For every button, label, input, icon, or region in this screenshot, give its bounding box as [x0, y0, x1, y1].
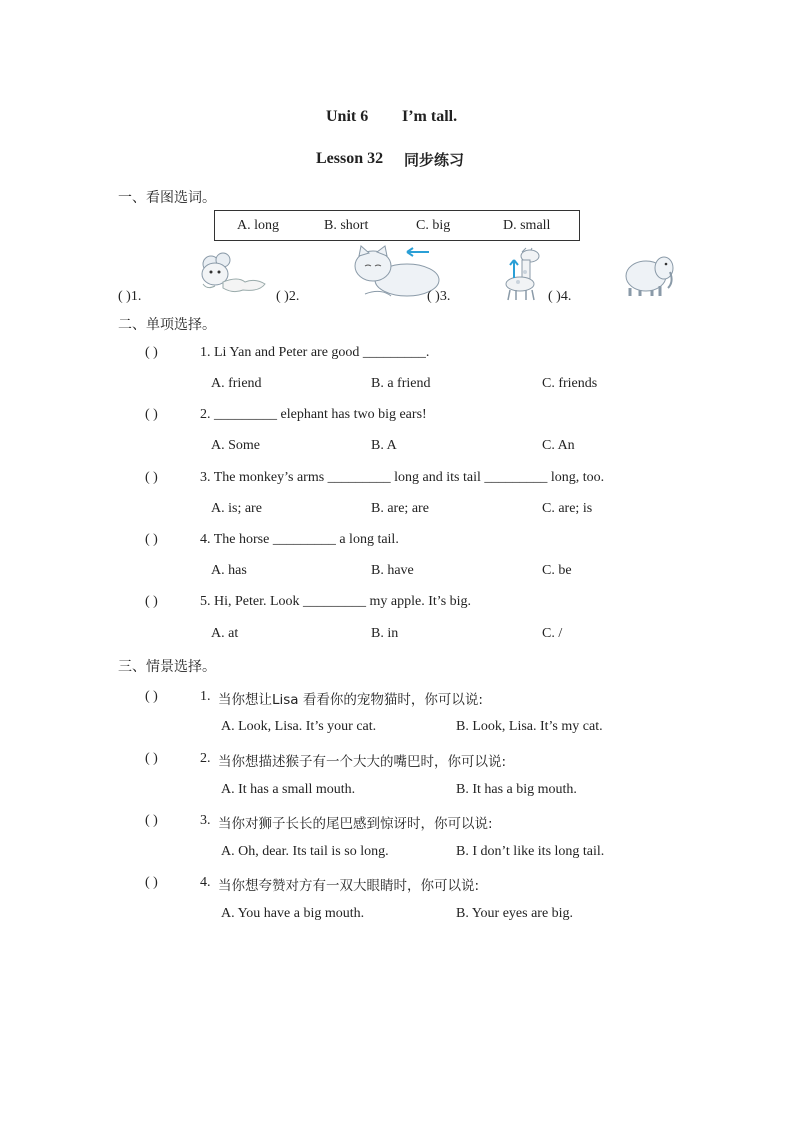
option-a: A. at [211, 626, 239, 641]
question-text: 当你想描述猴子有一个大大的嘴巴时，你可以说: [218, 754, 507, 770]
option-a: A. Oh, dear. Its tail is so long. [221, 844, 389, 859]
option-b: B. Look, Lisa. It’s my cat. [456, 719, 603, 734]
giraffe-icon [498, 246, 546, 302]
question-text: 当你对狮子长长的尾巴感到惊讶时，你可以说: [218, 816, 493, 832]
question-number: 1. [200, 689, 211, 704]
mouse-icon [193, 250, 269, 296]
option-c: C. An [542, 438, 575, 453]
option-c: C. be [542, 563, 572, 578]
answer-blank: ( ) [145, 813, 158, 828]
picture-question-1: ( )1. [118, 289, 142, 304]
question-text: 3. The monkey’s arms _________ long and its tail _________ long, too. [200, 470, 605, 485]
question-text: 当你想夸赞对方有一双大眼睛时，你可以说: [218, 878, 480, 894]
answer-blank: ( ) [145, 407, 158, 422]
answer-blank: ( ) [145, 875, 158, 890]
question-text: 2. _________ elephant has two big ears! [200, 407, 427, 422]
question-number: 3. [200, 813, 211, 828]
option-b: B. have [371, 563, 414, 578]
answer-blank: ( ) [145, 345, 158, 360]
option-a: A. Some [211, 438, 260, 453]
word-option: D. small [503, 218, 551, 233]
option-b: B. It has a big mouth. [456, 782, 577, 797]
option-a: A. friend [211, 376, 262, 391]
question-number: 2. [200, 751, 211, 766]
picture-question-4: ( )4. [548, 289, 572, 304]
elephant-icon [620, 250, 676, 298]
word-option: B. short [324, 218, 369, 233]
lesson-title: 同步练习 [404, 151, 465, 169]
picture-question-2: ( )2. [276, 289, 300, 304]
option-a: A. You have a big mouth. [221, 906, 365, 921]
section-2-heading: 二、单项选择。 [118, 317, 216, 333]
option-c: C. friends [542, 376, 598, 391]
answer-blank: ( ) [145, 751, 158, 766]
option-a: A. It has a small mouth. [221, 782, 356, 797]
question-number: 4. [200, 875, 211, 890]
question-text: 当你想让Lisa 看看你的宠物猫时，你可以说: [218, 692, 483, 708]
option-b: B. a friend [371, 376, 431, 391]
word-option: C. big [416, 218, 451, 233]
option-b: B. I don’t like its long tail. [456, 844, 605, 859]
section-1-heading: 一、看图选词。 [118, 190, 216, 206]
answer-blank: ( ) [145, 689, 158, 704]
picture-question-3: ( )3. [427, 289, 451, 304]
option-b: B. A [371, 438, 397, 453]
unit-number: Unit 6 [326, 108, 369, 125]
option-a: A. has [211, 563, 247, 578]
question-text: 1. Li Yan and Peter are good _________. [200, 345, 430, 360]
answer-blank: ( ) [145, 594, 158, 609]
section-3-heading: 三、情景选择。 [118, 659, 216, 675]
option-c: C. / [542, 626, 563, 641]
option-b: B. are; are [371, 501, 429, 516]
question-text: 4. The horse _________ a long tail. [200, 532, 399, 547]
option-a: A. Look, Lisa. It’s your cat. [221, 719, 377, 734]
word-bank [214, 210, 580, 241]
word-option: A. long [237, 218, 279, 233]
question-text: 5. Hi, Peter. Look _________ my apple. It’s big. [200, 594, 472, 609]
option-c: C. are; is [542, 501, 593, 516]
option-b: B. in [371, 626, 399, 641]
lesson-number: Lesson 32 [316, 150, 384, 167]
answer-blank: ( ) [145, 532, 158, 547]
option-a: A. is; are [211, 501, 262, 516]
option-b: B. Your eyes are big. [456, 906, 574, 921]
answer-blank: ( ) [145, 470, 158, 485]
unit-title: I’m tall. [402, 108, 458, 125]
